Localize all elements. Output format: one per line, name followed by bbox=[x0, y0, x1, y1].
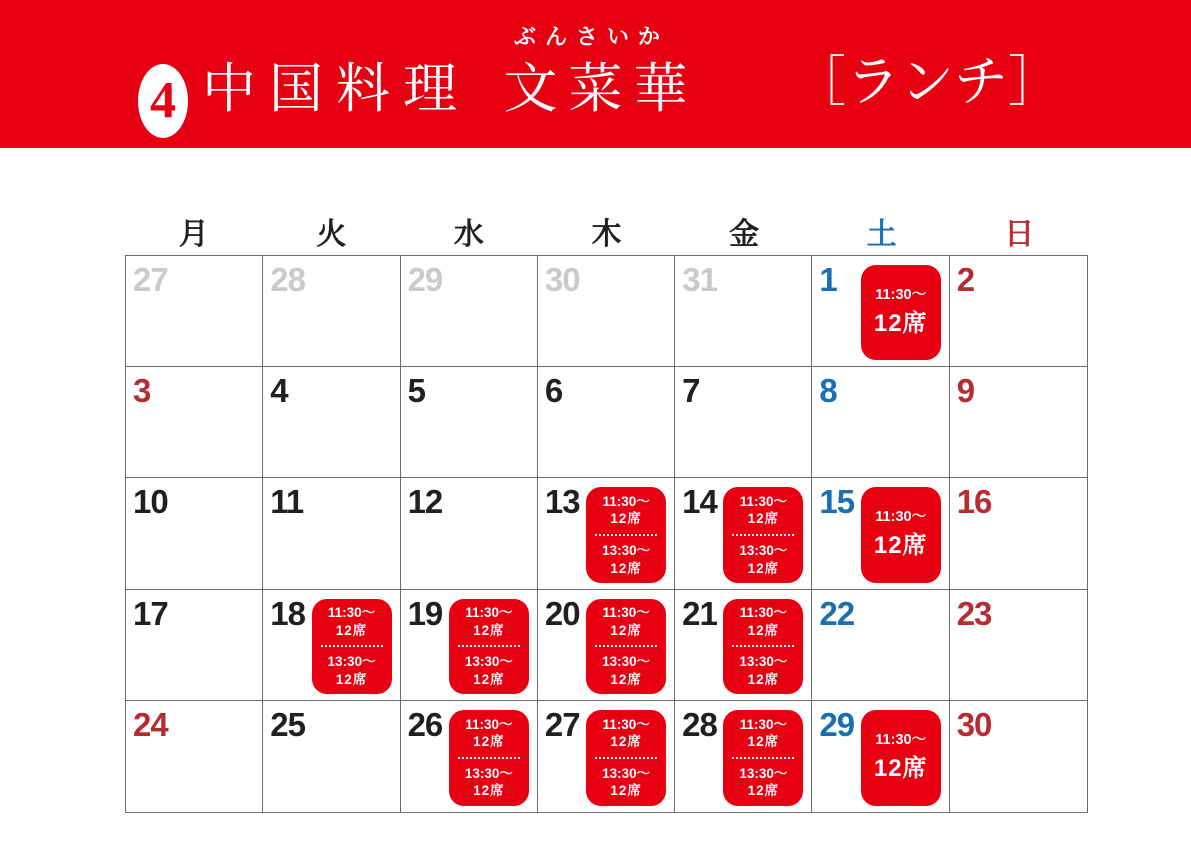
availability-badge bbox=[449, 599, 529, 694]
availability-badge bbox=[723, 599, 803, 694]
day-cell-4 bbox=[263, 367, 400, 478]
number-badge bbox=[138, 64, 188, 138]
number-badge-digit: 4 bbox=[150, 72, 176, 129]
day-cell-30 bbox=[950, 701, 1087, 812]
slot-time: 11:30〜 bbox=[739, 605, 788, 621]
day-cell-16 bbox=[950, 478, 1087, 589]
slot-time: 11:30〜 bbox=[465, 605, 513, 621]
slot-seats: 12席 bbox=[610, 734, 642, 750]
day-number: 5 bbox=[407, 372, 425, 410]
slot-divider bbox=[732, 645, 794, 647]
weekday-header bbox=[125, 204, 1088, 250]
day-cell-8 bbox=[812, 367, 949, 478]
day-number: 21 bbox=[682, 594, 717, 632]
slot-seats: 12席 bbox=[873, 532, 928, 560]
day-cell-11 bbox=[263, 478, 400, 589]
day-cell-3 bbox=[126, 367, 263, 478]
day-number: 7 bbox=[682, 372, 700, 410]
restaurant-name: 文菜華 bbox=[503, 59, 699, 119]
day-number: 27 bbox=[133, 261, 168, 298]
day-cell-14 bbox=[675, 478, 812, 589]
time-slot bbox=[874, 731, 928, 784]
day-number: 23 bbox=[956, 594, 992, 632]
day-number: 14 bbox=[682, 483, 717, 521]
slot-divider bbox=[458, 645, 520, 647]
day-number: 29 bbox=[819, 705, 855, 743]
time-slot bbox=[328, 604, 375, 639]
slot-time: 13:30〜 bbox=[602, 542, 651, 558]
day-number: 22 bbox=[819, 594, 855, 632]
slot-seats: 12席 bbox=[335, 671, 368, 687]
day-number: 9 bbox=[956, 372, 975, 410]
slot-time: 11:30〜 bbox=[875, 509, 927, 526]
weekday-label-水: 水 bbox=[453, 218, 484, 251]
time-slot bbox=[328, 653, 376, 688]
day-cell-27 bbox=[538, 701, 675, 812]
slot-seats: 12席 bbox=[873, 309, 928, 337]
day-cell-1 bbox=[812, 256, 949, 367]
slot-seats: 12席 bbox=[747, 560, 780, 576]
slot-seats: 12席 bbox=[610, 560, 642, 576]
day-cell-7 bbox=[675, 367, 812, 478]
slot-time: 13:30〜 bbox=[602, 654, 651, 670]
weekday-label-木: 木 bbox=[591, 218, 622, 251]
day-number: 13 bbox=[544, 483, 580, 521]
slot-seats: 12席 bbox=[610, 783, 642, 799]
day-cell-18 bbox=[263, 590, 400, 701]
day-cell-5 bbox=[401, 367, 538, 478]
slot-time: 11:30〜 bbox=[602, 716, 650, 732]
time-slot bbox=[465, 653, 513, 688]
slot-time: 11:30〜 bbox=[739, 716, 788, 732]
day-cell-28 bbox=[263, 256, 400, 367]
day-cell-2 bbox=[950, 256, 1087, 367]
weekday-label-土: 土 bbox=[866, 218, 897, 251]
day-cell-15 bbox=[812, 478, 949, 589]
day-cell-29 bbox=[401, 256, 538, 367]
time-slot bbox=[465, 765, 513, 800]
time-slot bbox=[602, 542, 650, 577]
day-number: 30 bbox=[544, 261, 580, 298]
availability-badge bbox=[861, 710, 941, 806]
day-number: 11 bbox=[270, 483, 304, 521]
slot-seats: 12席 bbox=[473, 734, 505, 750]
restaurant-category: 中国料理 bbox=[202, 59, 470, 119]
day-number: 30 bbox=[956, 705, 992, 743]
time-slot bbox=[465, 604, 512, 639]
day-cell-10 bbox=[126, 478, 263, 589]
day-cell-12 bbox=[401, 478, 538, 589]
weekday-label-火: 火 bbox=[316, 218, 347, 251]
day-number: 4 bbox=[270, 372, 288, 410]
slot-seats: 12席 bbox=[747, 511, 780, 527]
slot-seats: 12席 bbox=[473, 783, 505, 799]
day-number: 18 bbox=[270, 594, 305, 632]
day-cell-24 bbox=[126, 701, 263, 812]
availability-badge bbox=[586, 487, 666, 582]
day-cell-17 bbox=[126, 590, 263, 701]
day-number: 20 bbox=[544, 594, 580, 632]
slot-time: 11:30〜 bbox=[602, 493, 650, 509]
day-cell-23 bbox=[950, 590, 1087, 701]
slot-time: 11:30〜 bbox=[875, 732, 927, 749]
slot-divider bbox=[732, 534, 794, 536]
day-cell-27 bbox=[126, 256, 263, 367]
availability-badge bbox=[723, 487, 803, 582]
availability-badge bbox=[312, 599, 392, 694]
time-slot bbox=[602, 765, 650, 800]
time-slot bbox=[602, 653, 650, 688]
availability-badge bbox=[449, 710, 529, 806]
day-cell-29 bbox=[812, 701, 949, 812]
day-cell-26 bbox=[401, 701, 538, 812]
slot-time: 13:30〜 bbox=[327, 654, 376, 670]
slot-divider bbox=[595, 757, 657, 759]
slot-seats: 12席 bbox=[610, 622, 642, 638]
time-slot bbox=[739, 542, 787, 577]
slot-seats: 12席 bbox=[335, 622, 368, 638]
slot-time: 11:30〜 bbox=[327, 605, 376, 621]
day-number: 24 bbox=[133, 705, 168, 743]
slot-time: 13:30〜 bbox=[464, 765, 513, 781]
slot-seats: 12席 bbox=[747, 671, 780, 687]
availability-badge bbox=[861, 265, 941, 360]
day-cell-31 bbox=[675, 256, 812, 367]
restaurant-title bbox=[202, 59, 699, 119]
day-number: 8 bbox=[819, 372, 837, 410]
day-cell-30 bbox=[538, 256, 675, 367]
slot-time: 11:30〜 bbox=[602, 605, 650, 621]
weekday-label-日: 日 bbox=[1004, 218, 1035, 251]
availability-badge bbox=[861, 487, 941, 582]
slot-time: 13:30〜 bbox=[739, 542, 788, 558]
lunch-tag: ［ランチ］ bbox=[792, 52, 1062, 112]
time-slot bbox=[602, 493, 649, 528]
time-slot bbox=[740, 493, 787, 528]
slot-seats: 12席 bbox=[473, 671, 505, 687]
day-number: 1 bbox=[819, 261, 837, 298]
time-slot bbox=[739, 765, 787, 800]
day-number: 6 bbox=[544, 372, 563, 410]
slot-seats: 12席 bbox=[473, 622, 505, 638]
day-number: 3 bbox=[133, 372, 151, 410]
calendar-grid bbox=[125, 255, 1088, 813]
day-cell-6 bbox=[538, 367, 675, 478]
slot-divider bbox=[595, 645, 657, 647]
slot-seats: 12席 bbox=[873, 755, 928, 783]
day-number: 28 bbox=[270, 261, 305, 298]
day-cell-19 bbox=[401, 590, 538, 701]
day-cell-28 bbox=[675, 701, 812, 812]
day-number: 17 bbox=[133, 594, 168, 632]
time-slot bbox=[602, 716, 649, 751]
time-slot bbox=[739, 653, 787, 688]
slot-time: 11:30〜 bbox=[739, 493, 788, 509]
weekday-label-月: 月 bbox=[178, 218, 209, 251]
day-cell-25 bbox=[263, 701, 400, 812]
day-number: 12 bbox=[407, 483, 443, 521]
day-number: 19 bbox=[407, 594, 443, 632]
day-cell-21 bbox=[675, 590, 812, 701]
day-number: 25 bbox=[270, 705, 305, 743]
slot-divider bbox=[595, 534, 657, 536]
time-slot bbox=[740, 604, 787, 639]
slot-time: 11:30〜 bbox=[875, 287, 927, 304]
time-slot bbox=[874, 286, 928, 339]
day-number: 16 bbox=[956, 483, 992, 521]
day-number: 28 bbox=[682, 705, 717, 743]
slot-seats: 12席 bbox=[610, 671, 642, 687]
slot-time: 11:30〜 bbox=[465, 716, 513, 732]
time-slot bbox=[740, 716, 787, 751]
day-cell-13 bbox=[538, 478, 675, 589]
availability-badge bbox=[723, 710, 803, 806]
day-number: 31 bbox=[682, 261, 717, 298]
day-number: 10 bbox=[133, 483, 168, 521]
slot-divider bbox=[458, 757, 520, 759]
slot-divider bbox=[732, 757, 794, 759]
slot-seats: 12席 bbox=[747, 783, 780, 799]
day-number: 15 bbox=[819, 483, 855, 521]
slot-seats: 12席 bbox=[610, 511, 642, 527]
time-slot bbox=[602, 604, 649, 639]
availability-badge bbox=[586, 710, 666, 806]
furigana-label: ぶんさいか bbox=[514, 24, 670, 49]
slot-seats: 12席 bbox=[747, 622, 780, 638]
header-banner bbox=[0, 0, 1191, 148]
day-cell-22 bbox=[812, 590, 949, 701]
slot-time: 13:30〜 bbox=[739, 765, 788, 781]
day-cell-9 bbox=[950, 367, 1087, 478]
day-number: 27 bbox=[544, 705, 580, 743]
weekday-label-金: 金 bbox=[729, 218, 760, 251]
day-number: 29 bbox=[407, 261, 443, 298]
slot-time: 13:30〜 bbox=[602, 765, 651, 781]
day-cell-20 bbox=[538, 590, 675, 701]
slot-divider bbox=[321, 645, 383, 647]
slot-time: 13:30〜 bbox=[739, 654, 788, 670]
slot-time: 13:30〜 bbox=[464, 654, 513, 670]
availability-badge bbox=[586, 599, 666, 694]
slot-seats: 12席 bbox=[747, 734, 780, 750]
day-number: 26 bbox=[407, 705, 443, 743]
time-slot bbox=[874, 508, 928, 561]
day-number: 2 bbox=[956, 261, 975, 298]
time-slot bbox=[465, 716, 512, 751]
